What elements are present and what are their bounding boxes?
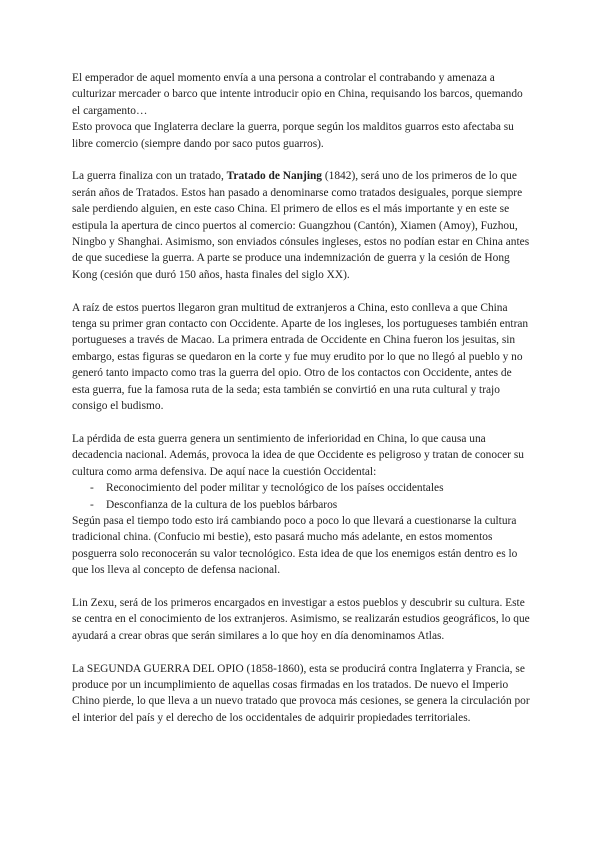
nanjing-body: (1842), será uno de los primeros de lo que serán años de Tratados. Estos han pasado a denominarse como tratados desiguales, porque siempre sale perdiendo alguien, en este caso China. El primero de ellos es el más importante y en este se estipula la apertura de cinco puertos al comercio: Guangzhou (Cantón), Xiamen (Amoy), Fuzhou, Ningbo y Shanghai. Asimismo, son enviados cónsules ingleses, estos no podían estar en China antes de que sucediese la guerra. A parte se produce una indemnización de guerra y la cesión de Hong Kong (cesión que duró 150 años, hasta finales del siglo XX). <box>72 170 530 281</box>
dash-bullet: - <box>90 482 94 495</box>
list-item <box>72 497 532 513</box>
list-item-text: Desconfianza de la cultura de los pueblos bárbaros <box>106 498 338 511</box>
paragraph-inferiority: La pérdida de esta guerra genera un sentimiento de inferioridad en China, lo que causa una decadencia nacional. Además, provoca la idea de que Occidente es peligroso y tratan de conocer su cultura como arma defensiva. De aquí nace la cuestión Occidental: <box>72 432 524 478</box>
paragraph-second-opium-war: La SEGUNDA GUERRA DEL OPIO (1858-1860), esta se producirá contra Inglaterra y Francia, se produce por un incumplimiento de aquellas cosas firmadas en los tratados. De nuevo el Imperio Chino pierde, lo que lleva a un nuevo tratado que provoca más cesiones, se genera la circulación por el interior del país y el derecho de los occidentales de adquirir propiedades territoriales. <box>72 662 530 724</box>
list-item-text: Reconocimiento del poder militar y tecnológico de los países occidentales <box>106 482 444 495</box>
paragraph-lin-zexu: Lin Zexu, será de los primeros encargados en investigar a estos pueblos y descubrir su cultura. Este se centra en el conocimiento de los extranjeros. Asimismo, se realizarán estudios geográficos, lo que ayudará a crear obras que serán similares a lo que hoy en día denominamos Atlas. <box>72 596 530 642</box>
nanjing-intro: La guerra finaliza con un tratado, <box>72 170 227 183</box>
paragraph-england-war: Esto provoca que Inglaterra declare la guerra, porque según los malditos guarros esto afectaba su libre comercio (siempre dando por saco putos guarros). <box>72 121 514 150</box>
western-question-list <box>72 480 532 513</box>
paragraph-emperor: El emperador de aquel momento envía a una persona a controlar el contrabando y amenaza a culturizar mercader o barco que intente introducir opio en China, requisando los barcos, quemando el cargamento… <box>72 72 523 117</box>
paragraph-foreign-contact: A raíz de estos puertos llegaron gran multitud de extranjeros a China, esto conlleva a que China tenga su primer gran contacto con Occidente. Aparte de los ingleses, los portugueses también entran portugueses a través de Macao. La primera entrada de Occidente en China fueron los jesuitas, sin embargo, estas figuras se quedaron en la corte y fue muy erudito por lo que no llegó al pueblo y no generó tanto impacto como tras la guerra del opio. Otro de los contactos con Occidente, antes de esta guerra, fue la famosa ruta de la seda; esta también se convirtió en una ruta cultural y trajo consigo el budismo. <box>72 301 529 413</box>
document-page <box>72 70 532 743</box>
dash-bullet: - <box>90 498 94 511</box>
nanjing-treaty-title: Tratado de Nanjing <box>226 170 323 183</box>
list-item <box>72 480 532 496</box>
paragraph-nanjing-treaty <box>72 168 532 283</box>
paragraph-tradition-questioning: Según pasa el tiempo todo esto irá cambiando poco a poco lo que llevará a cuestionarse la cultura tradicional china. (Confucio mi bestie), esto pasará mucho más adelante, en estos momentos posguerra solo reconocerán su valor tecnológico. Esta idea de que los enemigos están dentro es lo que los lleva al concepto de defensa nacional. <box>72 514 518 577</box>
